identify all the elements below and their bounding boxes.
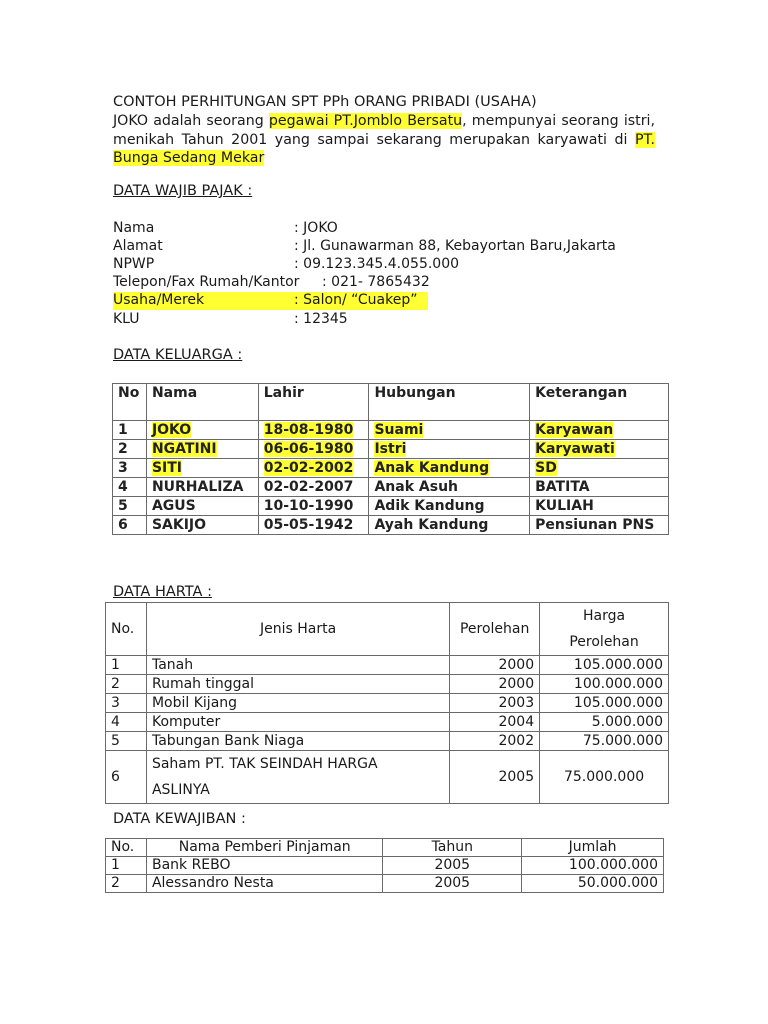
field-value-usaha: : Salon/ “Cuakep” [294, 292, 418, 308]
cell-nama: SITI [151, 460, 182, 476]
cell-hubungan: Istri [374, 441, 407, 457]
table-row [106, 857, 664, 875]
table-row [106, 675, 669, 694]
table-row [113, 459, 669, 478]
cell-tahun: 2002 [450, 732, 540, 751]
document-title: CONTOH PERHITUNGAN SPT PPh ORANG PRIBADI (USAHA) [113, 94, 537, 110]
cell-no: 4 [113, 478, 147, 497]
intro-text: , mempunyai seorang istri, menikah Tahun 2001 yang sampai sekarang merupakan karyawati di [113, 113, 656, 148]
field-value-npwp: : 09.123.345.4.055.000 [294, 256, 460, 272]
cell-lahir: 02-02-2002 [263, 460, 354, 476]
cell-keterangan: Pensiunan PNS [530, 516, 669, 535]
cell-hubungan: Anak Asuh [369, 478, 530, 497]
cell-lahir: 18-08-1980 [263, 422, 354, 438]
table-row [113, 516, 669, 535]
heading-keluarga: DATA KELUARGA : [113, 347, 243, 363]
column-header: Hubungan [369, 384, 530, 421]
table-header-row [106, 839, 664, 857]
cell-no: 1 [106, 857, 147, 875]
cell-no: 6 [113, 516, 147, 535]
column-header: No [113, 384, 147, 421]
cell-no: 6 [106, 751, 147, 804]
table-row [106, 656, 669, 675]
table-row [106, 751, 669, 804]
column-header: No. [106, 839, 147, 857]
cell-keterangan: Karyawati [535, 441, 615, 457]
field-label-telepon: Telepon/Fax Rumah/Kantor [113, 274, 300, 290]
cell-no: 2 [106, 675, 147, 694]
field-value-klu: : 12345 [294, 311, 348, 327]
cell-nama: Bank REBO [146, 857, 382, 875]
assets-table [105, 602, 669, 804]
cell-hubungan: Adik Kandung [369, 497, 530, 516]
field-value-telepon: : 021- 7865432 [322, 274, 430, 290]
cell-jumlah: 100.000.000 [522, 857, 664, 875]
cell-no: 2 [106, 875, 147, 893]
heading-harta: DATA HARTA : [113, 584, 212, 600]
table-row [106, 875, 664, 893]
cell-keterangan: BATITA [530, 478, 669, 497]
field-label-alamat: Alamat [113, 238, 163, 254]
highlight-spouse-employer: PT. Bunga Sedang Mekar [113, 131, 655, 166]
cell-jenis: Tabungan Bank Niaga [146, 732, 449, 751]
column-header: Lahir [258, 384, 369, 421]
cell-harga: 100.000.000 [540, 675, 669, 694]
cell-hubungan: Ayah Kandung [369, 516, 530, 535]
cell-hubungan: Anak Kandung [374, 460, 490, 476]
intro-text: JOKO adalah seorang [113, 113, 269, 129]
cell-no: 3 [113, 459, 147, 478]
heading-kewajiban: DATA KEWAJIBAN : [113, 811, 246, 827]
cell-tahun: 2005 [383, 875, 522, 893]
cell-harga: 5.000.000 [540, 713, 669, 732]
cell-nama: JOKO [151, 422, 192, 438]
cell-nama: NGATINI [151, 441, 217, 457]
table-header-row [106, 603, 669, 656]
cell-lahir: 10-10-1990 [258, 497, 369, 516]
cell-nama: SAKIJO [146, 516, 258, 535]
cell-jenis: Rumah tinggal [146, 675, 449, 694]
cell-jenis: Mobil Kijang [146, 694, 449, 713]
column-header: Nama [146, 384, 258, 421]
cell-no: 3 [106, 694, 147, 713]
column-header: Perolehan [450, 603, 540, 656]
highlight-employer: pegawai PT.Jomblo Bersatu [268, 113, 463, 129]
cell-hubungan: Suami [374, 422, 424, 438]
cell-lahir: 02-02-2007 [258, 478, 369, 497]
table-row [106, 694, 669, 713]
table-row [113, 440, 669, 459]
column-header: Tahun [383, 839, 522, 857]
cell-jenis: Tanah [146, 656, 449, 675]
field-value-alamat: : Jl. Gunawarman 88, Kebayortan Baru,Jakarta [294, 238, 616, 254]
cell-tahun: 2005 [383, 857, 522, 875]
cell-no: 5 [106, 732, 147, 751]
column-header: Jenis Harta [146, 603, 449, 656]
table-row [113, 497, 669, 516]
cell-harga: 75.000.000 [540, 751, 669, 804]
field-value-nama: : JOKO [294, 220, 338, 236]
cell-no: 1 [113, 421, 147, 440]
cell-keterangan: SD [535, 460, 557, 476]
cell-nama: NURHALIZA [146, 478, 258, 497]
column-header: Harga Perolehan [540, 603, 669, 656]
liabilities-table [105, 838, 664, 893]
column-header: No. [106, 603, 147, 656]
cell-no: 4 [106, 713, 147, 732]
table-header-row [113, 384, 669, 421]
cell-tahun: 2000 [450, 656, 540, 675]
column-header: Jumlah [522, 839, 664, 857]
field-label-npwp: NPWP [113, 256, 155, 272]
table-row [113, 421, 669, 440]
cell-harga: 75.000.000 [540, 732, 669, 751]
cell-no: 1 [106, 656, 147, 675]
family-table [112, 383, 669, 535]
cell-tahun: 2000 [450, 675, 540, 694]
cell-nama: AGUS [146, 497, 258, 516]
intro-paragraph [113, 112, 655, 168]
cell-lahir: 05-05-1942 [258, 516, 369, 535]
cell-lahir: 06-06-1980 [263, 441, 354, 457]
table-row [106, 713, 669, 732]
table-row [113, 478, 669, 497]
cell-keterangan: KULIAH [530, 497, 669, 516]
column-header: Keterangan [530, 384, 669, 421]
cell-harga: 105.000.000 [540, 694, 669, 713]
field-label-klu: KLU [113, 311, 140, 327]
cell-jumlah: 50.000.000 [522, 875, 664, 893]
column-header: Nama Pemberi Pinjaman [146, 839, 382, 857]
cell-tahun: 2004 [450, 713, 540, 732]
cell-no: 2 [113, 440, 147, 459]
table-row [106, 732, 669, 751]
cell-jenis: Komputer [146, 713, 449, 732]
cell-no: 5 [113, 497, 147, 516]
cell-tahun: 2005 [450, 751, 540, 804]
field-label-nama: Nama [113, 220, 155, 236]
cell-keterangan: Karyawan [535, 422, 614, 438]
cell-tahun: 2003 [450, 694, 540, 713]
cell-jenis: Saham PT. TAK SEINDAH HARGA ASLINYA [146, 751, 449, 804]
field-label-usaha: Usaha/Merek [113, 292, 205, 308]
heading-wajib-pajak: DATA WAJIB PAJAK : [113, 183, 253, 199]
cell-nama: Alessandro Nesta [146, 875, 382, 893]
cell-harga: 105.000.000 [540, 656, 669, 675]
